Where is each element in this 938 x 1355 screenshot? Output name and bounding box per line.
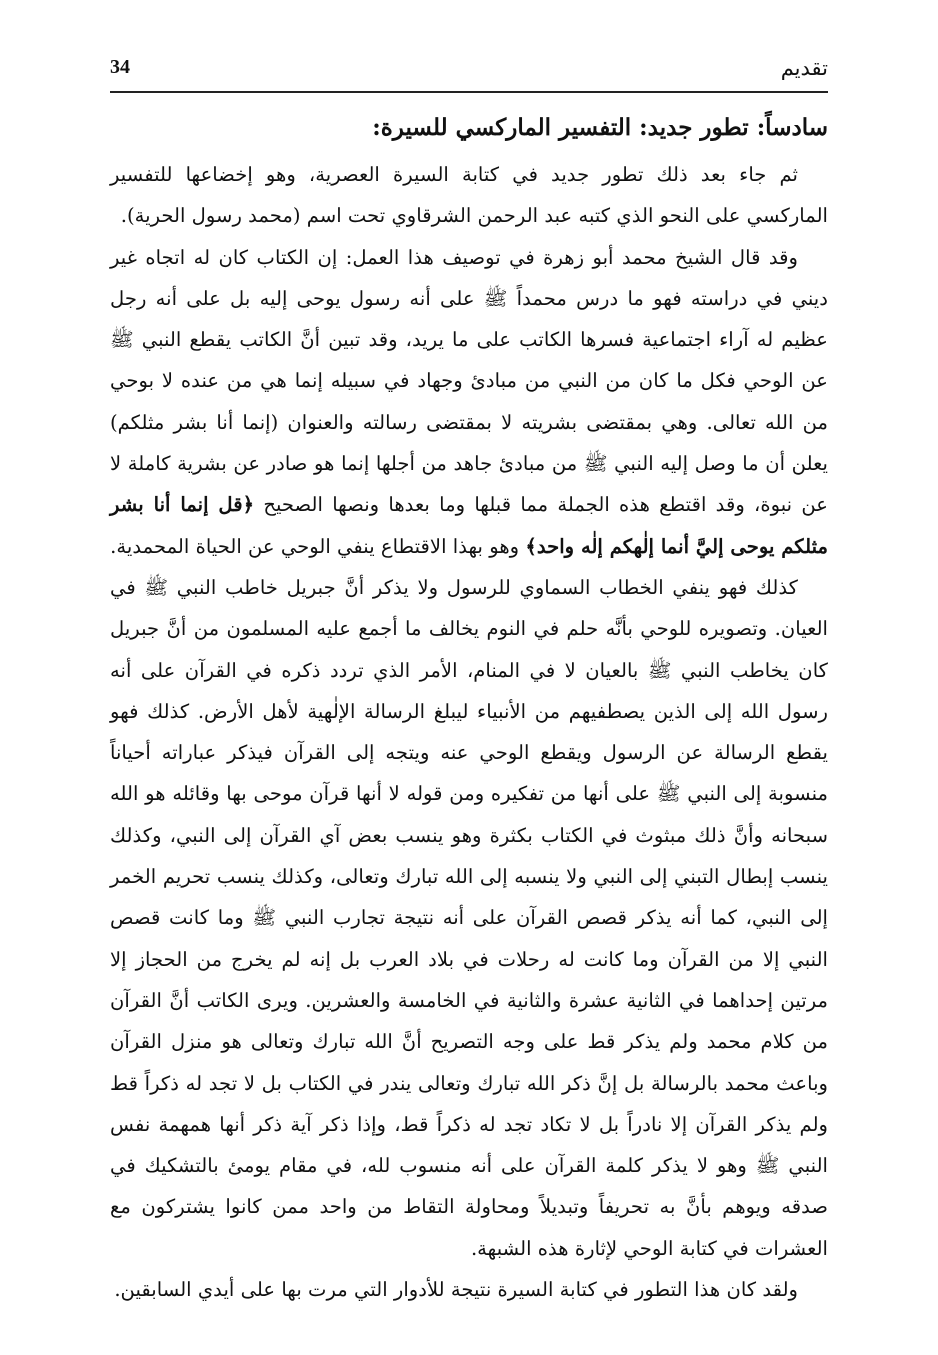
paragraph-2-text: وقد قال الشيخ محمد أبو زهرة في توصيف هذا العمل: إن الكتاب كان له اتجاه غير ديني في دراسته فهو ما درس محمداً ﷺ على أنه رسول يوحى إليه بل على أنه رجل عظيم له آراء اجتماعية فسرها الكاتب على ما يريد، وقد تبين أنَّ الكاتب يقطع النبي ﷺ عن الوحي فكل ما كان من النبي من مبادئ وجهاد في سبيله إنما هي من عنده لا بوحي من الله تعالى. وهي بمقتضى بشريته لا بمقتضى رسالته والعنوان (إنما أنا بشر مثلكم) يعلن أن ما وصل إليه النبي ﷺ من مبادئ جاهد من أجلها إنما هو صادر عن بشرية كاملة لا عن نبوة، وقد اقتطع هذه الجملة مما قبلها وما بعدها ونصها الصحيح: [110, 245, 828, 517]
paragraph-2-after: وهو بهذا الاقتطاع ينفي الوحي عن الحياة المحمدية.: [110, 534, 520, 558]
page-body: [110, 106, 828, 1310]
page-number: 34: [110, 56, 130, 78]
quran-verse: ﴿قل إنما أنا بشر مثلكم يوحى إليَّ أنما إلٰهكم إلٰه واحد﴾: [110, 493, 828, 558]
paragraph-3: [110, 567, 828, 1269]
section-heading: سادساً: تطور جديد: التفسير الماركسي للسيرة:: [372, 114, 828, 141]
running-title: تقديم: [780, 56, 828, 80]
paragraph-4-text: ولقد كان هذا التطور في كتابة السيرة نتيجة للأدوار التي مرت بها على أيدي السابقين.: [114, 1278, 798, 1302]
paragraph-3-text: كذلك فهو ينفي الخطاب السماوي للرسول ولا يذكر أنَّ جبريل خاطب النبي ﷺ في العيان. وتصويره للوحي بأنَّه حلم في النوم يخالف ما أجمع عليه المسلمون من أنَّ جبريل كان يخاطب النبي ﷺ بالعيان لا في المنام، الأمر الذي تردد ذكره في القرآن على أنه رسول الله إلى الذين يصطفيهم من الأنبياء ليبلغ الرسالة الإلٰهية لأهل الأرض. كذلك فهو يقطع الرسالة عن الرسول ويقطع الوحي عنه ويتجه إلى القرآن فيذكر عباراته أحياناً منسوبة إلى النبي ﷺ على أنها من تفكيره ومن قوله لا أنها قرآن موحى بها وقائله هو الله سبحانه وأنَّ ذلك مبثوث في الكتاب بكثرة وهو ينسب بعض آي القرآن إلى النبي، وكذلك ينسب إبطال التبني إلى النبي ولا ينسبه إلى الله تبارك وتعالى، وكذلك ينسب تحريم الخمر إلى النبي، كما أنه يذكر قصص القرآن على أنه نتيجة تجارب النبي ﷺ وما كانت قصص النبي إلا من القرآن وما كانت له رحلات في بلاد العرب بل إنه لم يخرج من الحجاز إلا مرتين إحداهما في الثانية عشرة والثانية في الخامسة والعشرين. ويرى الكاتب أنَّ القرآن من كلام محمد ولم يذكر قط على وجه التصريح أنَّ الله تبارك وتعالى هو منزل القرآن وباعث محمد بالرسالة بل إنَّ ذكر الله تبارك وتعالى يندر في الكتاب بل لا تجد له ذكراً قط ولم يذكر القرآن إلا نادراً بل لا تكاد تجد له ذكراً قط، وإذا ذكر آية ذكر أنها همهمة نفس النبي ﷺ وهو لا يذكر كلمة القرآن على أنه منسوب لله، في مقام يومئ بالتشكيك في صدقه ويوهم بأنَّ به تحريفاً وتبديلاً ومحاولة التقاط من واحد ممن كانوا يشتركون مع العشرات في كتابة الوحي لإثارة هذه الشبهة.: [110, 575, 828, 1260]
paragraph-4: [110, 1269, 828, 1310]
page-header: [110, 56, 828, 88]
paragraph-1-text: ثم جاء بعد ذلك تطور جديد في كتابة السيرة العصرية، وهو إخضاعها للتفسير الماركسي على النحو الذي كتبه عبد الرحمن الشرقاوي تحت اسم (محمد رسول الحرية).: [110, 163, 828, 228]
header-rule: [110, 91, 828, 93]
paragraph-2: [110, 237, 828, 567]
paragraph-1: [110, 154, 828, 237]
